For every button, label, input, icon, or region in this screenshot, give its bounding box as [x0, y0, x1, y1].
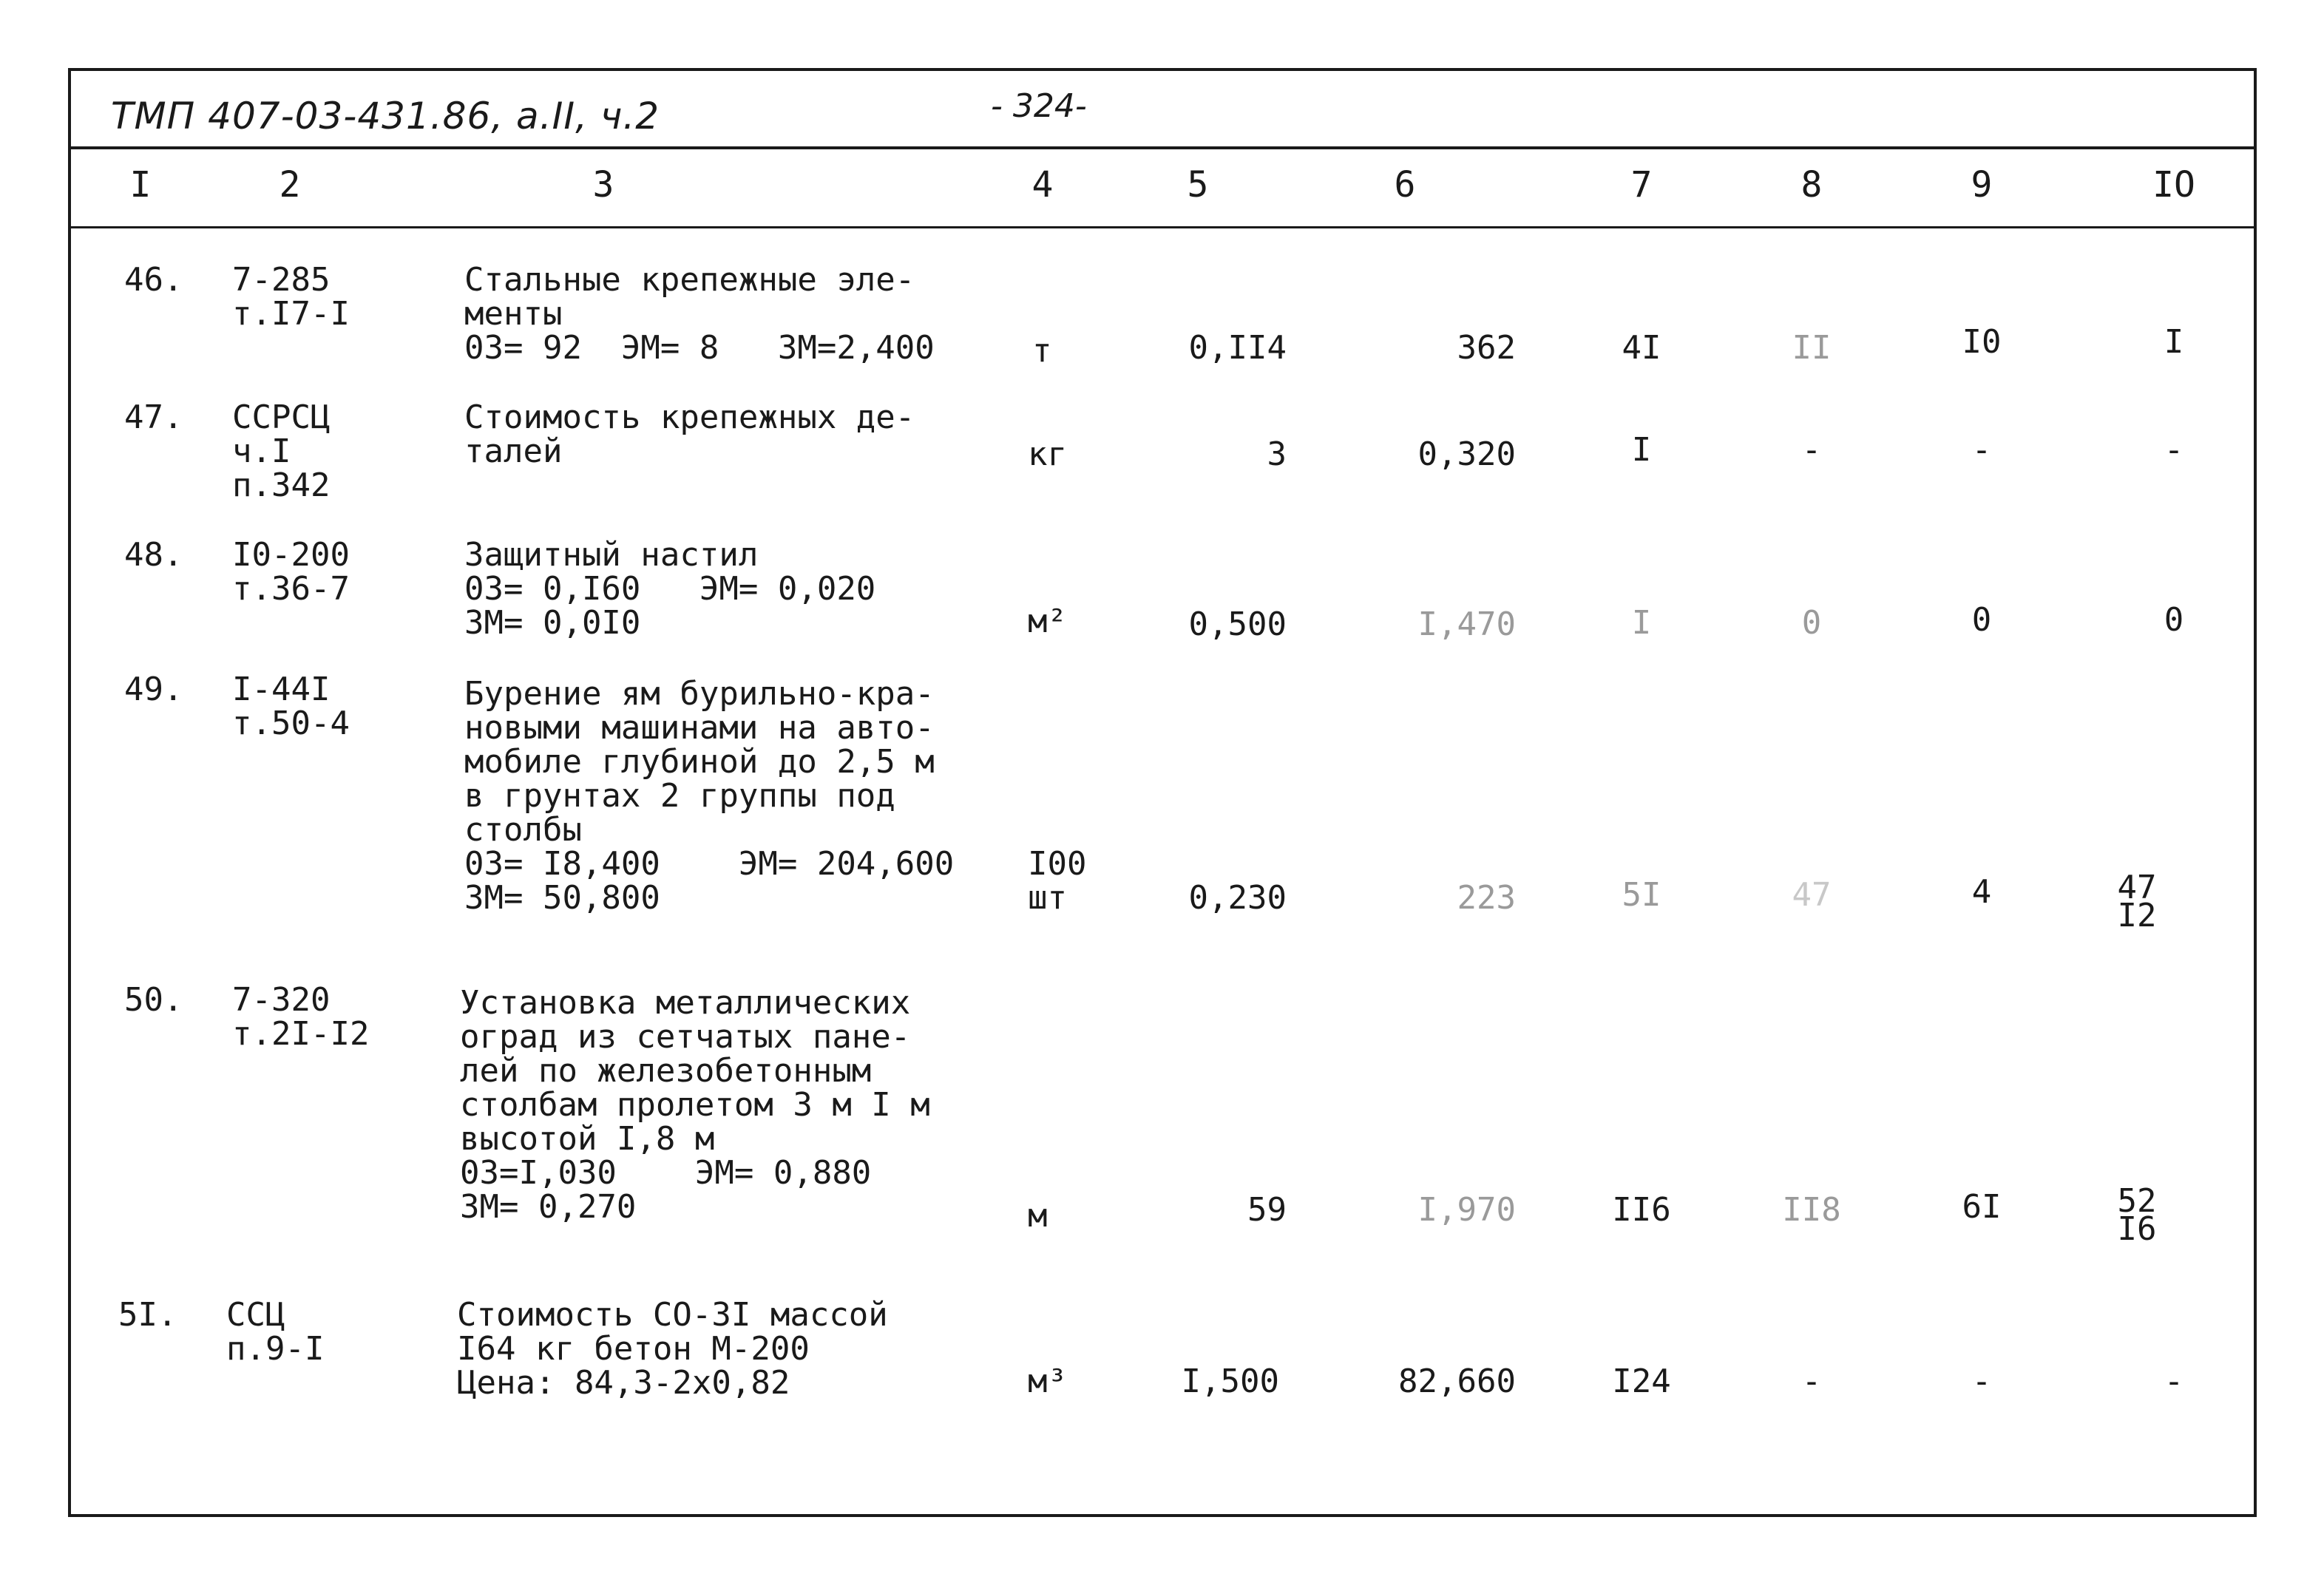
work-description: Стоимость крепежных де- талей [464, 398, 915, 470]
column-header-4: 4 [1031, 164, 1054, 206]
col9-value: 0 [1971, 601, 1992, 639]
column-header-7: 7 [1630, 164, 1653, 206]
quantity: 0,II4 [1188, 329, 1287, 367]
work-description: Стальные крепежные эле- менты 03= 92 ЭМ= 8 ЗМ=2,400 [464, 261, 935, 367]
column-header-divider [68, 226, 2257, 228]
unit-price: 0,320 [1417, 435, 1516, 473]
col10-value: - [2164, 431, 2184, 469]
unit-price: 362 [1457, 329, 1516, 367]
col10-value: 47 I2 [2117, 869, 2157, 934]
col10-value: 52 I6 [2117, 1182, 2157, 1248]
column-header-5: 5 [1187, 164, 1209, 206]
page-number: - 324- [991, 87, 1087, 125]
column-header-3: 3 [592, 164, 614, 206]
norm-code: I0-200 т.36-7 [232, 536, 350, 608]
unit: т [1032, 332, 1052, 370]
col9-value: - [1971, 431, 1992, 469]
col9-value: 6I [1962, 1188, 2002, 1226]
col8-value: II [1792, 329, 1832, 367]
row-number: 50. [124, 981, 183, 1019]
norm-code: 7-285 т.I7-I [232, 261, 350, 333]
col9-value: - [1971, 1363, 1992, 1400]
column-header-6: 6 [1394, 164, 1416, 206]
unit: м³ [1028, 1363, 1067, 1400]
row-number: 5I. [118, 1296, 177, 1334]
column-header-10: IO [2152, 164, 2195, 206]
col9-value: I0 [1962, 323, 2002, 361]
work-description: Бурение ям бурильно-кра- новыми машинами на авто- мобиле глубиной до 2,5 м в грунтах 2 группы под столбы 03= I8,400 ЭМ= 204,600 ЗМ= 50,800 [464, 675, 955, 917]
col8-value: 0 [1801, 604, 1822, 642]
norm-code: 7-320 т.2I-I2 [232, 981, 370, 1053]
unit: I00 шт [1028, 845, 1087, 917]
unit-price: 223 [1457, 879, 1516, 917]
col7-value: I [1631, 604, 1652, 642]
col8-value: 47 [1792, 876, 1832, 914]
col10-value: 0 [2164, 601, 2184, 639]
col7-value: 4I [1622, 329, 1661, 367]
header-divider [68, 146, 2257, 149]
quantity: I,500 [1181, 1363, 1279, 1400]
quantity: 3 [1267, 435, 1287, 473]
col7-value: 5I [1622, 876, 1661, 914]
col7-value: I [1631, 431, 1652, 469]
unit: м² [1028, 603, 1067, 640]
unit-price: I,470 [1417, 605, 1516, 643]
col10-value: I [2164, 323, 2184, 361]
col7-value: II6 [1612, 1191, 1671, 1229]
document-frame [68, 68, 2257, 1517]
row-number: 46. [124, 261, 183, 299]
column-header-9: 9 [1971, 164, 1993, 206]
quantity: 59 [1247, 1191, 1287, 1229]
col8-value: - [1801, 1363, 1822, 1400]
quantity: 0,230 [1188, 879, 1287, 917]
row-number: 49. [124, 671, 183, 708]
row-number: 47. [124, 398, 183, 436]
work-description: Установка металлических оград из сетчатых пане- лей по железобетонным столбам пролетом 3 м I м высотой I,8 м 03=I,030 ЭМ= 0,880 ЗМ= 0,270 [460, 984, 930, 1226]
column-header-2: 2 [279, 164, 301, 206]
unit: кг [1028, 435, 1067, 473]
norm-code: ССЦ п.9-I [226, 1296, 325, 1368]
row-number: 48. [124, 536, 183, 574]
col10-value: - [2164, 1363, 2184, 1400]
unit-price: I,970 [1417, 1191, 1516, 1229]
work-description: Защитный настил 03= 0,I60 ЭМ= 0,020 ЗМ= 0,0I0 [464, 536, 876, 642]
unit: м [1028, 1197, 1048, 1235]
col8-value: - [1801, 431, 1822, 469]
norm-code: I-44I т.50-4 [232, 671, 350, 742]
unit-price: 82,660 [1398, 1363, 1516, 1400]
quantity: 0,500 [1188, 605, 1287, 643]
column-header-8: 8 [1800, 164, 1823, 206]
col9-value: 4 [1971, 873, 1992, 911]
col7-value: I24 [1612, 1363, 1671, 1400]
col8-value: II8 [1782, 1191, 1841, 1229]
norm-code: ССРСЦ ч.I п.342 [232, 398, 331, 504]
document-code: ТМП 407-03-431.86, а.II, ч.2 [111, 95, 660, 138]
work-description: Стоимость СО-3I массой I64 кг бетон М-200 Цена: 84,3-2х0,82 [457, 1296, 888, 1402]
column-header-1: I [129, 164, 152, 206]
